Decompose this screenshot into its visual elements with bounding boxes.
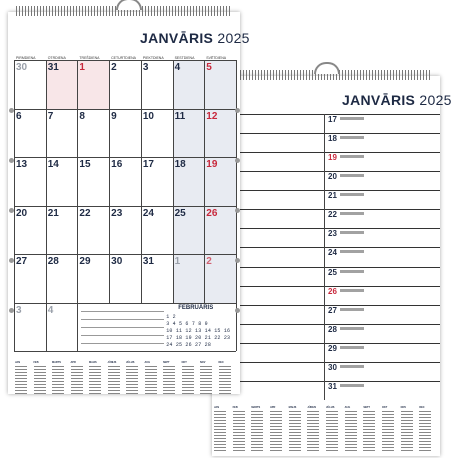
list-row-line — [212, 362, 440, 363]
day-number: 2 — [111, 62, 117, 73]
day-number: 1 — [79, 62, 85, 73]
day-number: 31 — [47, 62, 59, 73]
binder-hole — [9, 108, 14, 113]
feb-title: FEBRUĀRIS — [178, 304, 214, 311]
day-number: 13 — [16, 159, 28, 170]
list-row-line — [212, 267, 440, 268]
year-strip-month: SEPT — [163, 361, 170, 364]
list-row-line — [212, 286, 440, 287]
front-hanger-hook — [116, 0, 142, 10]
year-strip-month: JŪNIJS — [107, 361, 117, 364]
day-number: 14 — [47, 159, 59, 170]
day-number: 30 — [111, 256, 123, 267]
notes-line — [81, 311, 163, 312]
year-strip-days — [363, 411, 375, 451]
feb-week: 10 11 12 13 14 15 16 — [166, 327, 231, 334]
binder-hole — [235, 158, 240, 163]
list-day-note — [340, 289, 364, 292]
list-day-number: 23 — [328, 229, 337, 239]
year-strip-month: NOV — [200, 361, 206, 364]
year-strip-days — [200, 366, 212, 394]
year-strip-days — [182, 366, 194, 394]
list-day-note — [340, 231, 364, 234]
year-strip-days — [401, 411, 413, 451]
back-title — [342, 92, 452, 108]
year-strip-days — [419, 411, 431, 451]
list-day-number: 28 — [328, 324, 337, 334]
grid-line — [141, 60, 142, 303]
list-day-note — [340, 308, 364, 311]
list-day-note — [340, 155, 364, 158]
list-row-line — [212, 305, 440, 306]
year-strip-days — [307, 411, 319, 451]
day-number: 2 — [206, 256, 212, 267]
year-strip-month: JAN — [214, 406, 220, 409]
day-number: 12 — [206, 110, 218, 122]
day-number: 29 — [79, 256, 91, 267]
year-strip-month: MARTS — [52, 361, 61, 364]
list-day-note — [340, 212, 364, 215]
day-number: 20 — [16, 207, 28, 219]
back-year-strip — [212, 406, 440, 454]
back-title-year: 2025 — [419, 92, 452, 108]
grid-line — [14, 109, 236, 110]
year-strip-days — [34, 366, 46, 394]
list-day-number: 31 — [328, 381, 337, 391]
back-calendar-sheet — [212, 76, 452, 456]
feb-week: 3 4 5 6 7 8 9 — [166, 320, 208, 327]
day-number: 28 — [47, 256, 59, 267]
binder-hole — [9, 308, 14, 313]
list-day-number: 20 — [328, 172, 337, 182]
day-number: 25 — [174, 207, 186, 219]
front-title-month: JANVĀRIS — [140, 30, 214, 46]
list-day-number: 30 — [328, 362, 337, 372]
day-number: 10 — [142, 110, 154, 122]
year-strip-days — [89, 366, 101, 394]
list-row-line — [212, 247, 440, 248]
weekday-header: SVĒTDIENA — [206, 56, 227, 60]
year-strip-days — [289, 411, 301, 451]
feb-week: 17 18 19 20 21 22 23 — [166, 334, 231, 341]
year-strip-days — [52, 366, 64, 394]
list-day-number: 29 — [328, 343, 337, 353]
year-strip-days — [251, 411, 263, 451]
year-strip-days — [15, 366, 27, 394]
year-strip-days — [233, 411, 245, 451]
feb-week: 1 2 — [166, 313, 176, 320]
year-strip-month: JŪNIJS — [307, 406, 317, 409]
year-strip-month: JAN — [15, 361, 21, 364]
day-number: 1 — [174, 256, 181, 267]
binder-hole — [235, 308, 240, 313]
list-day-note — [340, 346, 364, 349]
list-row-line — [212, 343, 440, 344]
binder-hole — [235, 108, 240, 113]
list-row-line — [212, 324, 440, 325]
day-number: 17 — [142, 159, 154, 170]
year-strip-days — [326, 411, 338, 451]
back-title-month: JANVĀRIS — [342, 92, 416, 108]
year-strip-month: MAIJS — [89, 361, 97, 364]
binder-hole — [235, 208, 240, 213]
year-strip-month: SEPT — [363, 406, 370, 409]
day-number: 21 — [47, 207, 59, 219]
year-strip-month: APR — [270, 406, 276, 409]
grid-line — [173, 60, 174, 303]
list-day-note — [340, 174, 364, 177]
day-number: 9 — [111, 110, 117, 122]
year-strip-days — [71, 366, 83, 394]
day-number: 19 — [206, 159, 218, 170]
list-row-line — [212, 228, 440, 229]
day-number: 4 — [174, 62, 181, 73]
list-day-note — [340, 384, 364, 387]
year-strip-days — [214, 411, 226, 451]
weekday-header: TREŠDIENA — [79, 56, 100, 60]
day-number: 15 — [79, 159, 91, 170]
day-number: 27 — [16, 256, 28, 267]
year-strip-days — [270, 411, 282, 451]
year-strip-month: OKT — [382, 406, 388, 409]
grid-line — [109, 60, 110, 303]
list-row-line — [212, 381, 440, 382]
list-row-line — [212, 190, 440, 191]
day-number: 31 — [142, 256, 154, 267]
year-strip-month: JŪLIJS — [326, 406, 335, 409]
day-number: 5 — [206, 62, 212, 73]
feb-week: 24 25 26 27 28 — [166, 341, 212, 348]
year-strip-month: DEC — [218, 361, 224, 364]
day-number: 11 — [174, 110, 186, 122]
year-strip-month: JŪLIJS — [126, 361, 135, 364]
list-day-note — [340, 327, 364, 330]
grid-line — [14, 303, 236, 304]
grid-line — [14, 351, 236, 352]
notes-line — [81, 319, 163, 320]
day-number: 3 — [16, 304, 22, 316]
grid-line — [46, 60, 47, 351]
year-strip-days — [219, 366, 231, 394]
list-divider — [324, 114, 325, 400]
list-row-line — [212, 209, 440, 210]
list-day-number: 27 — [328, 305, 337, 315]
year-strip-days — [108, 366, 120, 394]
year-strip-month: FEB — [33, 361, 39, 364]
day-number: 7 — [47, 110, 54, 122]
list-day-note — [340, 117, 364, 120]
notes-line — [81, 343, 163, 344]
binder-hole — [9, 158, 14, 163]
year-strip-month: MAIJS — [288, 406, 297, 409]
list-day-number: 21 — [328, 191, 337, 201]
list-day-number: 18 — [328, 134, 337, 144]
front-calendar-sheet — [8, 12, 250, 394]
weekday-header: CETURTDIENA — [111, 56, 136, 60]
list-day-number: 26 — [328, 286, 337, 296]
year-strip-days — [382, 411, 394, 451]
year-strip-month: AUG — [144, 361, 151, 364]
day-number: 16 — [111, 159, 123, 170]
day-number: 3 — [142, 62, 149, 73]
grid-line — [14, 60, 236, 61]
year-strip-month: DEC — [419, 406, 425, 409]
grid-line — [14, 206, 236, 207]
year-strip-month: MARTS — [251, 406, 261, 409]
binder-hole — [9, 208, 14, 213]
day-number: 24 — [142, 207, 154, 219]
list-day-note — [340, 136, 364, 139]
year-strip-month: NOV — [400, 406, 407, 409]
grid-line — [77, 60, 78, 351]
year-strip-days — [145, 366, 157, 394]
list-row-line — [212, 152, 440, 153]
weekday-header: OTRDIENA — [47, 56, 66, 60]
notes-line — [81, 327, 163, 328]
back-hanger-hook — [314, 62, 340, 74]
day-number: 4 — [47, 304, 54, 316]
list-day-note — [340, 270, 364, 273]
binder-hole — [235, 258, 240, 263]
list-day-number: 25 — [328, 267, 337, 277]
day-number: 8 — [79, 110, 85, 122]
list-day-note — [340, 193, 364, 196]
list-day-number: 19 — [328, 153, 337, 163]
weekday-header: PIRMDIENA — [16, 56, 36, 60]
day-number: 22 — [79, 207, 91, 219]
list-day-number: 24 — [328, 248, 337, 258]
day-number: 18 — [174, 159, 186, 170]
year-strip-days — [345, 411, 357, 451]
day-number: 6 — [16, 110, 22, 122]
year-strip-month: OKT — [181, 361, 187, 364]
month-grid — [8, 12, 240, 394]
year-strip-month: FEB — [232, 406, 238, 409]
weekday-header: PIEKTDIENA — [142, 56, 164, 60]
weekday-header: SESTDIENA — [174, 56, 195, 60]
year-strip-month: AUG — [344, 406, 351, 409]
grid-line — [14, 254, 236, 255]
year-strip-month: APR — [70, 361, 76, 364]
grid-line — [14, 157, 236, 158]
back-day-list — [212, 114, 440, 400]
day-number: 30 — [16, 62, 28, 73]
list-row-line — [212, 133, 440, 134]
day-number: 23 — [111, 207, 123, 219]
list-row-line — [212, 171, 440, 172]
list-day-note — [340, 365, 364, 368]
binder-hole — [9, 258, 14, 263]
list-day-number: 17 — [328, 115, 337, 124]
year-strip-days — [163, 366, 175, 394]
grid-line — [204, 60, 205, 303]
list-day-number: 22 — [328, 210, 337, 220]
front-title-year: 2025 — [217, 30, 250, 46]
notes-line — [81, 335, 163, 336]
list-row-line — [212, 114, 440, 115]
grid-line — [14, 60, 15, 351]
day-number: 26 — [206, 207, 218, 219]
year-strip-days — [126, 366, 138, 394]
list-day-note — [340, 250, 364, 253]
